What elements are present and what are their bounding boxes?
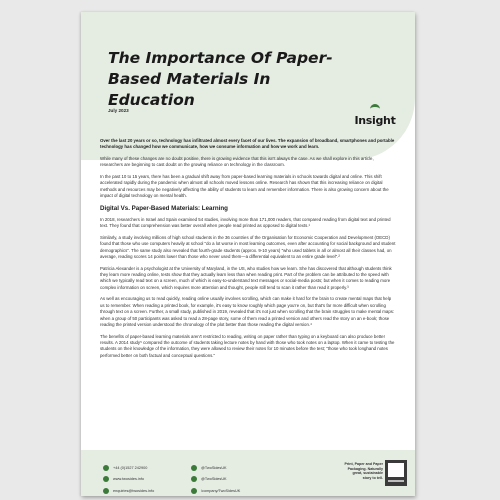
footer-contact-column-1 [103, 463, 154, 496]
mail-icon [103, 488, 109, 494]
footer-website-link[interactable]: www.twosides.info [103, 475, 154, 484]
section-paragraph-5: The benefits of paper-based learning materials aren't restricted to reading, writing on paper rather than typing on a keyboard can also produce better results. A 2014 study⁵ compared the outcome of students taking lecture notes by hand with those who took notes on a laptop. When it came to testing the students on their knowledge of the information, they were allowed to review their notes for 10 minutes before the test; "those who took longhand notes performed better on both factual and conceptual questions." [100, 333, 395, 358]
section-heading: Digital Vs. Paper-Based Materials: Learning [100, 204, 228, 212]
facebook-icon [191, 488, 197, 494]
footer-contact-column-2 [191, 463, 240, 496]
footer-twitter-link[interactable]: @TwoSidesUK [191, 463, 240, 472]
lead-paragraph: Over the last 20 years or so, technology has infiltrated almost every facet of our lives. The expansion of broadband, smartphones and portable technology has changed how we communicate, how we consume information and how we work and learn. [100, 138, 395, 150]
footer-facebook-link[interactable]: /company/TwoSidesUK [191, 486, 240, 495]
leaf-arc-icon [370, 104, 380, 113]
twitter-icon [191, 465, 197, 471]
document-date: July 2023 [108, 108, 129, 113]
document-page [81, 12, 415, 496]
footer-panel [81, 450, 415, 496]
article-body [100, 138, 396, 364]
section-paragraph-2: Similarly, a study involving millions of high school students in the 36 countries of the Organisation for Economic Cooperation and Development (OECD) found that those who use computers heavily at school "do a lot worse in most learning outcomes, even after accounting for social background and student demographics". The same study also revealed that fourth-grade students (approx. 9-10 years) "who used tablets in all or almost all their classes had, on average, reading scores 14 points lower than those who never used them—a differential equivalent to an entire grade level".² [100, 234, 396, 260]
logo-text: Insight [354, 114, 396, 127]
footer-email-link[interactable]: enquiries@twosides.info [103, 486, 154, 495]
globe-icon [103, 476, 109, 482]
phone-icon [103, 465, 109, 471]
section-paragraph-3: Patricia Alexander is a psychologist at the University of Maryland, in the US, who studies how we learn. She has discovered that although students think they learn more reading online, tests show that they actually learn less than when reading print. Part of the problem can be attributed to the speed with which we typically read text on a screen, much of which is easy-to-understand text messages or social-media posts; but when it comes to reading more complex information on screen, which requires more attention and thought, people still tend to scan it rather than read it properly.³ [100, 265, 392, 290]
two-sides-logo-icon [385, 460, 407, 486]
insight-logo [353, 104, 397, 127]
document-title: The Importance Of Paper-Based Materials In Education [108, 49, 333, 109]
linkedin-icon [191, 476, 197, 482]
footer-linkedin-link[interactable]: @TwoSidesUK [191, 475, 240, 484]
footer-phone[interactable]: +44 (0)1527 242900 [103, 463, 154, 472]
section-paragraph-4: As well as encouraging us to read quickly, reading online usually involves scrolling, which can make it hard for the brain to create mental maps that help us to remember. When reading a printed book, for example, it's easy to know roughly which page you're on, but that's far more difficult when scrolling through text on a screen. Further, a small study, published in 2019, revealed that it's not just when scrolling that the brain struggles to make mental maps: when a group of 50 participants was asked to read a 28-page story, some of them read a printed version and others read the story on an e-book; those reading the printed version understood the chronology of the plot better than those reading the digital version.⁴ [100, 296, 395, 328]
print-paper-note: Print, Paper and Paper Packaging. Naturally great, sustainable story to tell. [344, 462, 383, 480]
intro-paragraph-2: While many of these changes are no doubt positive, there is growing evidence that this isn't always the case. As we shall explore in this article, researchers are beginning to cast doubt on the growing reliance on technology in the classroom. [100, 156, 374, 168]
intro-paragraph-3: In the past 10 to 15 years, there has been a gradual shift away from paper-based learning materials in schools towards digital and online. This shift accelerated rapidly during the pandemic when almost all schools moved lessons online. Research has shown that this increasing reliance on digital methods and resources may be negatively affecting the ability of students to learn and remember information. There is also growing concern about the impact of digital technology on mental health. [100, 174, 389, 199]
section-paragraph-1: In 2018, researchers in Israel and Spain examined 54 studies, involving more than 171,000 readers, that compared reading from digital text and printed text. They found that comprehension was better overall when people read printed as opposed to digital texts.¹ [100, 216, 391, 229]
